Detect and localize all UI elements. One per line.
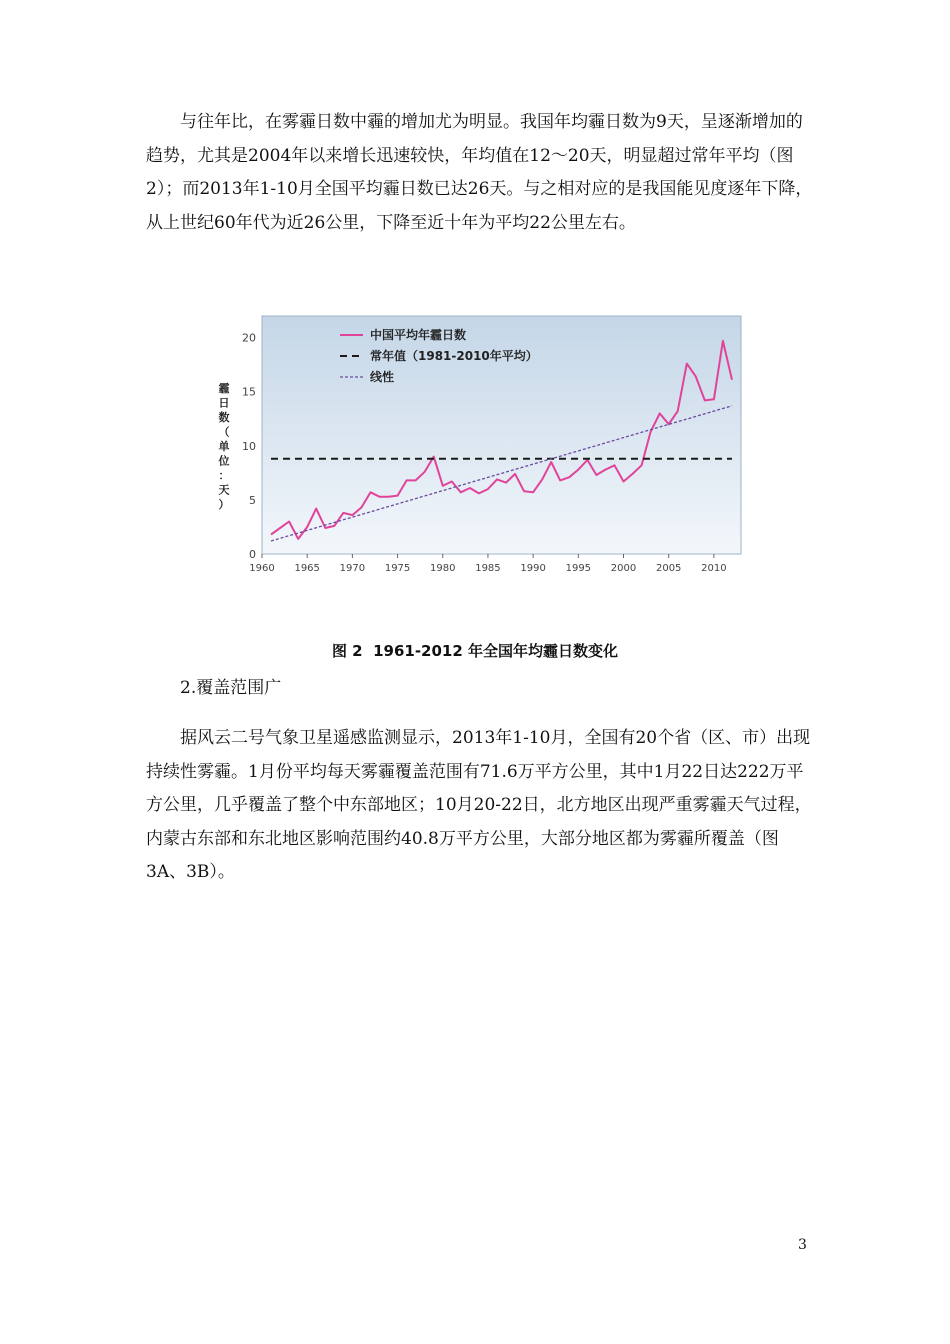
figure-caption-text: 1961-2012 年全国年均霾日数变化 — [373, 642, 619, 660]
y-tick-label: 20 — [242, 331, 256, 345]
y-tick-label: 15 — [242, 385, 256, 399]
x-tick-label: 2005 — [655, 563, 682, 574]
y-tick-label: 0 — [249, 548, 256, 561]
x-tick-label: 1975 — [384, 563, 411, 574]
x-tick-label: 2000 — [610, 563, 637, 574]
x-tick-label: 1970 — [339, 563, 366, 574]
y-tick-label: 10 — [242, 439, 256, 453]
section-heading: 2.覆盖范围广 — [180, 678, 282, 698]
y-axis-label: 霾日数（单位：天） — [218, 382, 230, 511]
y-tick-label: 5 — [249, 493, 256, 507]
legend-label-2: 线性 — [370, 370, 395, 384]
x-tick-label: 1985 — [475, 563, 501, 574]
x-tick-label: 1960 — [249, 563, 275, 574]
figure-number: 图 2 — [331, 642, 363, 660]
legend-label-1: 常年值（1981-2010年平均） — [370, 349, 538, 363]
body-paragraph-1: 与往年比，在雾霾日数中霾的增加尤为明显。我国年均霾日数为9天，呈逐渐增加的趋势，尤其是2004年以来增长迅速较快，年均值在12～20天，明显超过常年平均（图2）；而2013年1-10月全国平均霾日数已达26天。与之相对应的是我国能见度逐年下降，从上世纪60年代为近26公里，下降至近十年为平均22公里左右。 — [146, 112, 813, 233]
chart-svg — [210, 312, 745, 582]
haze-days-line-chart — [210, 312, 745, 582]
x-tick-label: 1990 — [520, 563, 546, 574]
x-tick-label: 1965 — [294, 563, 320, 574]
legend-label-0: 中国平均年霾日数 — [370, 328, 467, 342]
x-tick-label: 1980 — [430, 563, 456, 574]
page-number: 3 — [798, 1237, 807, 1253]
x-tick-label: 2010 — [701, 563, 727, 574]
x-tick-label: 1995 — [565, 563, 592, 574]
figure-caption — [0, 640, 950, 661]
body-paragraph-2: 据风云二号气象卫星遥感监测显示，2013年1-10月，全国有20个省（区、市）出现持续性雾霾。1月份平均每天雾霾覆盖范围有71.6万平方公里，其中1月22日达222万平方公里，几乎覆盖了整个中东部地区；10月20-22日，北方地区出现严重雾霾天气过程，内蒙古东部和东北地区影响范围约40.8万平方公里，大部分地区都为雾霾所覆盖（图3A、3B）。 — [146, 728, 812, 882]
